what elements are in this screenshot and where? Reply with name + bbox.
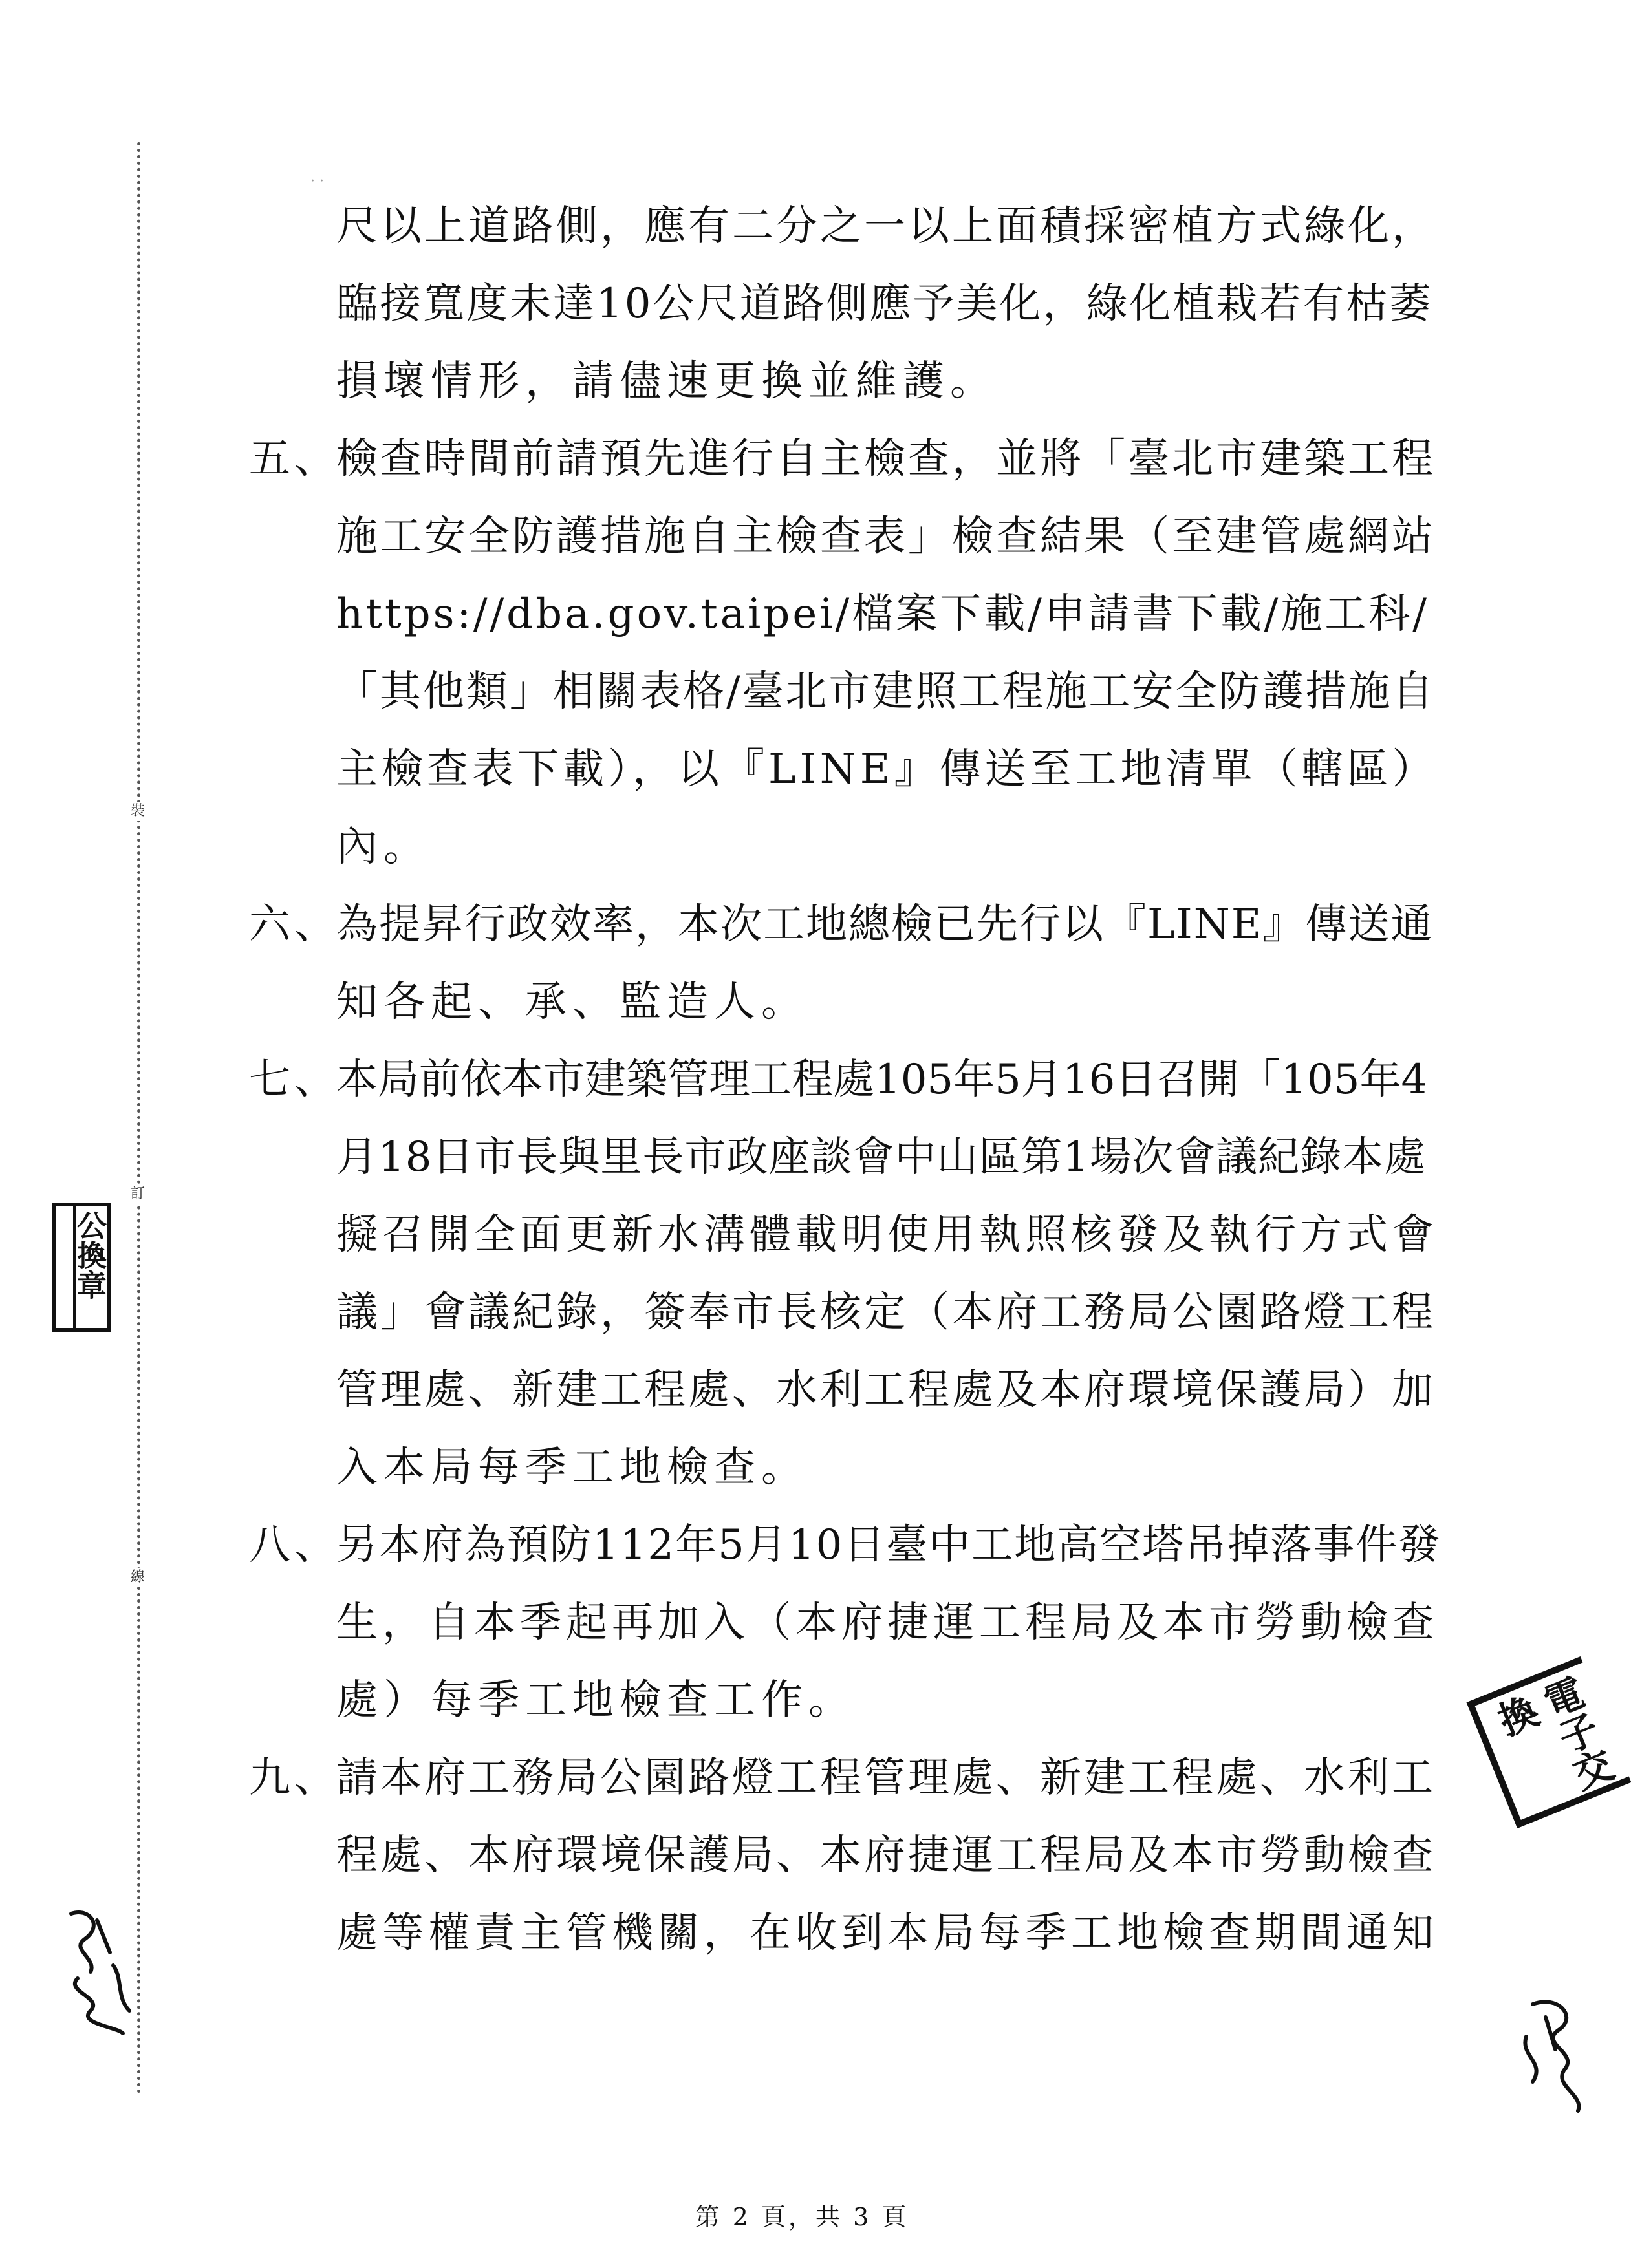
paragraph-line: 處）每季工地檢查工作。 [336, 1676, 856, 1724]
paragraph-line: 另本府為預防112年5月10日臺中工地高空塔吊掉落事件發 [336, 1521, 1442, 1569]
binding-mark-ding: 訂 [131, 1184, 145, 1204]
paragraph-number: 五、 [249, 435, 340, 483]
paragraph-line: 議」會議紀錄，簽奉市長核定（本府工務局公園路燈工程 [336, 1289, 1436, 1336]
scan-smudge: · · [310, 173, 324, 189]
paragraph-line: 月18日市長與里長市政座談會中山區第1場次會議紀錄本處 [336, 1133, 1427, 1181]
signature-left-icon [52, 1901, 142, 2043]
electronic-exchange-seal [1467, 1656, 1631, 1828]
paragraph-number: 八、 [249, 1521, 340, 1569]
paragraph-line: 處等權責主管機關，在收到本局每季工地檢查期間通知 [336, 1909, 1438, 1957]
paragraph-line: 入本局每季工地檢查。 [336, 1444, 808, 1492]
page-number-footer: 第 2 頁，共 3 頁 [695, 2203, 909, 2231]
paragraph-line: 檢查時間前請預先進行自主檢查，並將「臺北市建築工程 [336, 435, 1436, 483]
exchange-stamp-left [52, 1203, 111, 1332]
exchange-stamp-text: 公換章 [72, 1210, 107, 1300]
binding-mark-zhuang: 裝 [131, 802, 145, 821]
paragraph-number: 七、 [249, 1056, 340, 1104]
electronic-seal-text: 電子交換 [1487, 1671, 1619, 1797]
paragraph-line: 內。 [336, 823, 431, 871]
binding-dotted-line [137, 142, 140, 2095]
paragraph-line: 本局前依本市建築管理工程處105年5月16日召開「105年4 [336, 1056, 1428, 1104]
paragraph-number: 六、 [249, 901, 340, 948]
paragraph-line: 損壞情形，請儘速更換並維護。 [336, 358, 997, 405]
paragraph-line: 施工安全防護措施自主檢查表」檢查結果（至建管處網站 [336, 513, 1436, 561]
paragraph-line: 擬召開全面更新水溝體載明使用執照核發及執行方式會 [336, 1211, 1438, 1259]
paragraph-line: 為提昇行政效率，本次工地總檢已先行以『LINE』傳送通 [336, 901, 1434, 948]
paragraph-line: 知各起、承、監造人。 [336, 978, 808, 1026]
paragraph-line: 生，自本季起再加入（本府捷運工程局及本市勞動檢查 [336, 1599, 1438, 1647]
paragraph-line: 「其他類」相關表格/臺北市建照工程施工安全防護措施自 [336, 668, 1436, 716]
paragraph-line: 尺以上道路側，應有二分之一以上面積採密植方式綠化， [336, 202, 1436, 250]
paragraph-number: 九、 [249, 1754, 340, 1802]
paragraph-line: 管理處、新建工程處、水利工程處及本府環境保護局）加 [336, 1366, 1436, 1414]
paragraph-line: 請本府工務局公園路燈工程管理處、新建工程處、水利工 [336, 1754, 1436, 1802]
paragraph-line: https://dba.gov.taipei/檔案下載/申請書下載/施工科/ [336, 590, 1429, 638]
paragraph-line: 臨接寬度未達10公尺道路側應予美化，綠化植栽若有枯萎 [336, 280, 1433, 328]
binding-mark-xian: 線 [131, 1568, 145, 1587]
paragraph-line: 程處、本府環境保護局、本府捷運工程局及本市勞動檢查 [336, 1832, 1436, 1879]
signature-right-icon [1507, 1991, 1597, 2121]
paragraph-line: 主檢查表下載），以『LINE』傳送至工地清單（轄區） [336, 745, 1438, 793]
